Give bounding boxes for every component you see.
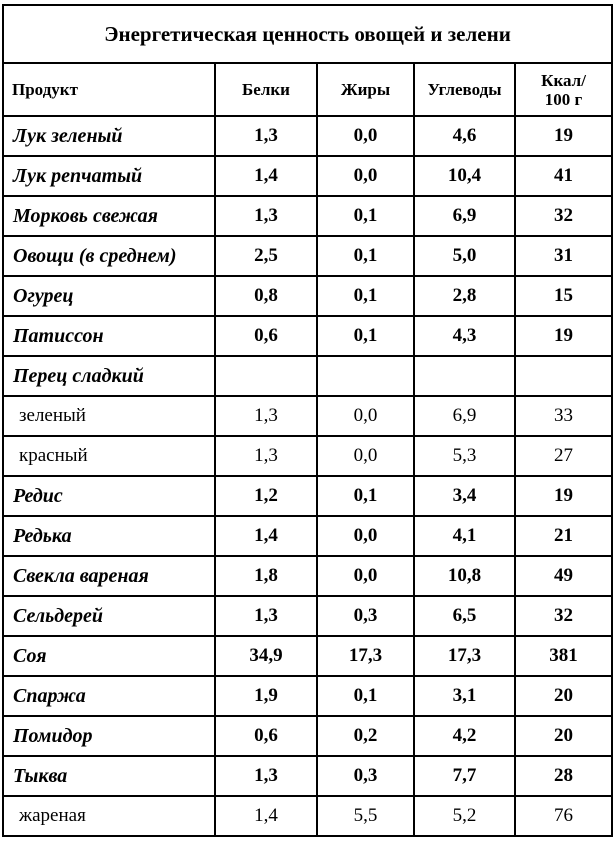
- protein-cell: 1,3: [215, 436, 317, 476]
- fat-cell: 0,2: [317, 716, 414, 756]
- kcal-cell: 381: [515, 636, 612, 676]
- protein-cell: [215, 356, 317, 396]
- product-name-cell: Лук репчатый: [3, 156, 215, 196]
- carbs-cell: 5,0: [414, 236, 515, 276]
- kcal-cell: 27: [515, 436, 612, 476]
- header-kcal-line1: Ккал/: [541, 70, 586, 90]
- fat-cell: 0,0: [317, 116, 414, 156]
- carbs-cell: 17,3: [414, 636, 515, 676]
- protein-cell: 34,9: [215, 636, 317, 676]
- protein-cell: 1,3: [215, 756, 317, 796]
- kcal-cell: 19: [515, 476, 612, 516]
- nutrition-table: [2, 4, 613, 837]
- product-name-cell: Патиссон: [3, 316, 215, 356]
- product-name-cell: Редис: [3, 476, 215, 516]
- product-name-cell: Соя: [3, 636, 215, 676]
- carbs-cell: 10,8: [414, 556, 515, 596]
- carbs-cell: 6,5: [414, 596, 515, 636]
- kcal-cell: 41: [515, 156, 612, 196]
- fat-cell: 0,0: [317, 556, 414, 596]
- product-name-cell: Перец сладкий: [3, 356, 215, 396]
- kcal-cell: 15: [515, 276, 612, 316]
- table-row: [3, 676, 612, 716]
- kcal-cell: 28: [515, 756, 612, 796]
- protein-cell: 1,9: [215, 676, 317, 716]
- kcal-cell: 19: [515, 116, 612, 156]
- table-row: [3, 556, 612, 596]
- table-row: [3, 476, 612, 516]
- table-row: [3, 116, 612, 156]
- carbs-cell: 6,9: [414, 396, 515, 436]
- protein-cell: 0,6: [215, 316, 317, 356]
- fat-cell: 0,0: [317, 516, 414, 556]
- product-name-cell: зеленый: [3, 396, 215, 436]
- kcal-cell: 20: [515, 676, 612, 716]
- carbs-cell: 4,3: [414, 316, 515, 356]
- header-protein: Белки: [215, 63, 317, 116]
- kcal-cell: 19: [515, 316, 612, 356]
- protein-cell: 1,3: [215, 116, 317, 156]
- fat-cell: 0,1: [317, 316, 414, 356]
- kcal-cell: 21: [515, 516, 612, 556]
- kcal-cell: 20: [515, 716, 612, 756]
- table-row: [3, 276, 612, 316]
- table-row: [3, 796, 612, 836]
- product-name-cell: Сельдерей: [3, 596, 215, 636]
- product-name-cell: Помидор: [3, 716, 215, 756]
- protein-cell: 1,3: [215, 196, 317, 236]
- table-header-row: [3, 63, 612, 116]
- header-product: Продукт: [3, 63, 215, 116]
- product-name-cell: Овощи (в среднем): [3, 236, 215, 276]
- fat-cell: 0,1: [317, 676, 414, 716]
- fat-cell: 0,1: [317, 236, 414, 276]
- kcal-cell: 49: [515, 556, 612, 596]
- header-carbs: Углеводы: [414, 63, 515, 116]
- protein-cell: 0,6: [215, 716, 317, 756]
- carbs-cell: 3,4: [414, 476, 515, 516]
- fat-cell: 5,5: [317, 796, 414, 836]
- fat-cell: 0,1: [317, 276, 414, 316]
- carbs-cell: [414, 356, 515, 396]
- table-row: [3, 516, 612, 556]
- table-title-row: [3, 5, 612, 63]
- product-name-cell: Огурец: [3, 276, 215, 316]
- table-row: [3, 396, 612, 436]
- table-row: [3, 156, 612, 196]
- kcal-cell: [515, 356, 612, 396]
- table-row: [3, 756, 612, 796]
- carbs-cell: 4,6: [414, 116, 515, 156]
- header-kcal-line2: 100 г: [544, 89, 583, 109]
- fat-cell: 17,3: [317, 636, 414, 676]
- product-name-cell: красный: [3, 436, 215, 476]
- fat-cell: 0,3: [317, 596, 414, 636]
- kcal-cell: 31: [515, 236, 612, 276]
- protein-cell: 1,2: [215, 476, 317, 516]
- carbs-cell: 2,8: [414, 276, 515, 316]
- carbs-cell: 10,4: [414, 156, 515, 196]
- carbs-cell: 5,2: [414, 796, 515, 836]
- table-row: [3, 716, 612, 756]
- fat-cell: 0,1: [317, 476, 414, 516]
- carbs-cell: 6,9: [414, 196, 515, 236]
- carbs-cell: 5,3: [414, 436, 515, 476]
- fat-cell: 0,0: [317, 156, 414, 196]
- fat-cell: [317, 356, 414, 396]
- carbs-cell: 4,1: [414, 516, 515, 556]
- header-fat: Жиры: [317, 63, 414, 116]
- fat-cell: 0,0: [317, 436, 414, 476]
- product-name-cell: Свекла вареная: [3, 556, 215, 596]
- product-name-cell: Морковь свежая: [3, 196, 215, 236]
- kcal-cell: 76: [515, 796, 612, 836]
- product-name-cell: Спаржа: [3, 676, 215, 716]
- carbs-cell: 4,2: [414, 716, 515, 756]
- protein-cell: 2,5: [215, 236, 317, 276]
- table-row: [3, 636, 612, 676]
- table-title: Энергетическая ценность овощей и зелени: [3, 5, 612, 63]
- header-kcal: [515, 63, 612, 116]
- carbs-cell: 3,1: [414, 676, 515, 716]
- table-row: [3, 596, 612, 636]
- protein-cell: 1,8: [215, 556, 317, 596]
- product-name-cell: жареная: [3, 796, 215, 836]
- table-row: [3, 436, 612, 476]
- fat-cell: 0,0: [317, 396, 414, 436]
- carbs-cell: 7,7: [414, 756, 515, 796]
- kcal-cell: 32: [515, 596, 612, 636]
- table-row: [3, 316, 612, 356]
- protein-cell: 1,3: [215, 596, 317, 636]
- fat-cell: 0,1: [317, 196, 414, 236]
- product-name-cell: Редька: [3, 516, 215, 556]
- kcal-cell: 33: [515, 396, 612, 436]
- product-name-cell: Лук зеленый: [3, 116, 215, 156]
- protein-cell: 1,3: [215, 396, 317, 436]
- fat-cell: 0,3: [317, 756, 414, 796]
- table-row: [3, 356, 612, 396]
- protein-cell: 0,8: [215, 276, 317, 316]
- product-name-cell: Тыква: [3, 756, 215, 796]
- protein-cell: 1,4: [215, 156, 317, 196]
- kcal-cell: 32: [515, 196, 612, 236]
- protein-cell: 1,4: [215, 516, 317, 556]
- protein-cell: 1,4: [215, 796, 317, 836]
- table-row: [3, 196, 612, 236]
- table-row: [3, 236, 612, 276]
